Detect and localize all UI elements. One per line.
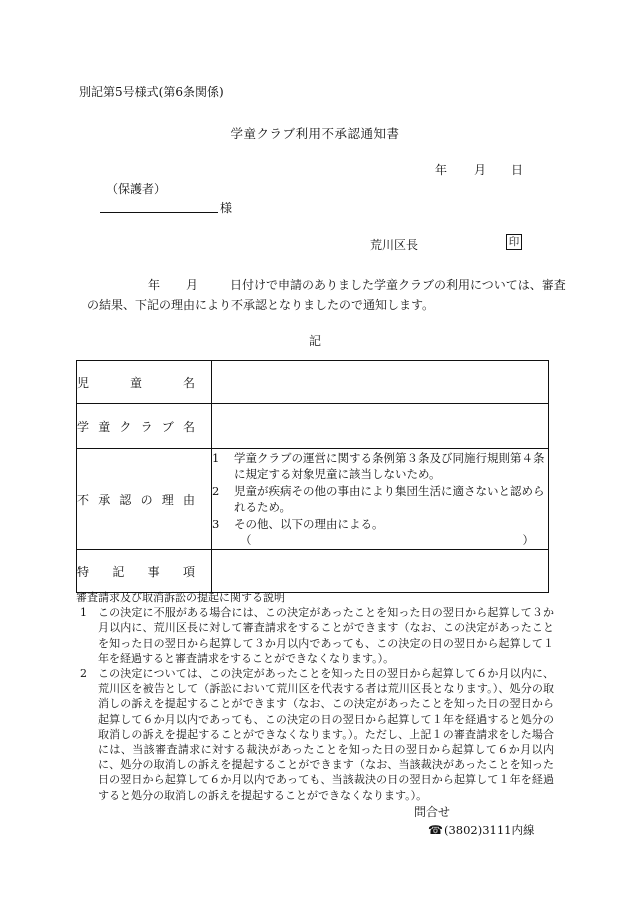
reason-number: 3: [212, 516, 220, 531]
label-char: 記: [112, 564, 125, 579]
label-chars: [77, 418, 195, 435]
notice-title: 審査請求及び取消訴訟の提起に関する説明: [76, 591, 285, 604]
reason-item: [212, 450, 548, 483]
label-chars: [77, 491, 195, 508]
label-char: の: [140, 492, 153, 507]
label-char: 童: [129, 375, 142, 390]
table-row-child-name: [77, 361, 549, 404]
table-row-reason: [77, 449, 549, 550]
notice-number: 1: [80, 606, 87, 620]
body-text-line2: の結果、下記の理由により不承認となりましたので通知します。: [87, 298, 435, 312]
recipient-honorific: 様: [220, 201, 233, 215]
contact-phone: [428, 822, 534, 838]
date-year-label: 年: [435, 163, 448, 177]
notice-item: [76, 666, 554, 803]
paren-open: （: [240, 533, 252, 547]
label-char: ラ: [140, 419, 153, 434]
phone-icon: ☎: [428, 823, 443, 837]
label-char: 児: [77, 375, 90, 390]
label-char: 特: [77, 564, 90, 579]
reason-item: [212, 483, 548, 516]
label-char: 名: [182, 375, 195, 390]
label-char: 理: [161, 492, 174, 507]
label-char: 童: [98, 419, 111, 434]
label-char: 学: [77, 419, 90, 434]
label-chars: [77, 563, 195, 580]
reason-text: その他、以下の理由による。: [234, 516, 384, 531]
reason-list: [212, 449, 549, 550]
details-table: [76, 360, 549, 593]
paren-close: ）: [522, 533, 534, 547]
special-notes-value: [212, 550, 549, 593]
notice-text: この決定に不服がある場合には、この決定があったことを知った日の翌日から起算して３か月以内に、荒川区長に対して審査請求をすることができます（なお、この決定があったことを知った日の翌日から起算して３か月以内であっても、この決定の日の翌日から起算して１年を経過すると審査請求をすることができなくなります。）。: [98, 606, 554, 665]
label-char: 承: [98, 492, 111, 507]
body-text-line1: 日付けで申請のありました学童クラブの利用については、審査: [230, 278, 566, 292]
club-name-label: [77, 404, 212, 449]
child-name-label: [77, 361, 212, 404]
label-char: 項: [182, 564, 195, 579]
contact-label: 問合せ: [414, 805, 451, 819]
reason-label: [77, 449, 212, 550]
table-row-club-name: [77, 404, 549, 449]
phone-number: (3802)3111内線: [443, 823, 535, 837]
appeal-notice: [76, 590, 554, 803]
label-char: 不: [77, 492, 90, 507]
body-year-label: 年: [148, 278, 161, 292]
label-char: 由: [182, 492, 195, 507]
label-char: ブ: [161, 419, 174, 434]
reason-text: 児童が疾病その他の事由により集団生活に適さないと認められるため。: [234, 483, 545, 514]
other-reason-field: [212, 532, 548, 549]
reason-text: 学童クラブの運営に関する条例第３条及び同施行規則第４条に規定する対象児童に該当しないため。: [234, 450, 545, 481]
table-row-special-notes: [77, 550, 549, 593]
label-char: 名: [182, 419, 195, 434]
reason-number: 2: [212, 483, 220, 498]
club-name-value: [212, 404, 549, 449]
document-title: 学童クラブ利用不承認通知書: [230, 126, 400, 141]
label-chars: [77, 374, 195, 391]
label-char: ク: [119, 419, 132, 434]
reason-item: [212, 516, 548, 533]
date-day-label: 日: [511, 163, 524, 177]
body-month-label: 月: [186, 278, 199, 292]
notice-text: この決定については、この決定があったことを知った日の翌日から起算して６か月以内に、荒川区を被告として（訴訟において荒川区を代表する者は荒川区長となります。）、処分の取消しの訴えを提起することができます（なお、この決定があったことを知った日の翌日から起算して６か月以内であっても、この決定の日の翌日から起算して１年を経過すると処分の取消しの訴えを提起することができなくなります。）。ただし、上記１の審査請求をした場合には、当該審査請求に対する裁決があったことを知った日の翌日から起算して６か月以内に、処分の取消しの訴えを提起することができます（なお、当該裁決があったことを知った日の翌日から起算して６か月以内であっても、当該裁決の日の翌日から起算して１年を経過すると処分の取消しの訴えを提起することができなくなります。）。: [98, 667, 554, 802]
label-char: 認: [119, 492, 132, 507]
notice-number: 2: [80, 667, 87, 681]
issuer-name: 荒川区長: [370, 238, 419, 252]
reason-number: 1: [212, 450, 220, 465]
special-notes-label: [77, 550, 212, 593]
form-number: 別記第5号様式(第6条関係): [79, 85, 224, 99]
recipient-name-line: [100, 212, 218, 213]
child-name-value: [212, 361, 549, 404]
ki-heading: 記: [308, 334, 321, 348]
label-char: 事: [147, 564, 160, 579]
seal-stamp-icon: 印: [506, 234, 522, 250]
notice-item: [76, 605, 554, 666]
guardian-label: （保護者）: [106, 182, 167, 196]
date-month-label: 月: [474, 163, 487, 177]
